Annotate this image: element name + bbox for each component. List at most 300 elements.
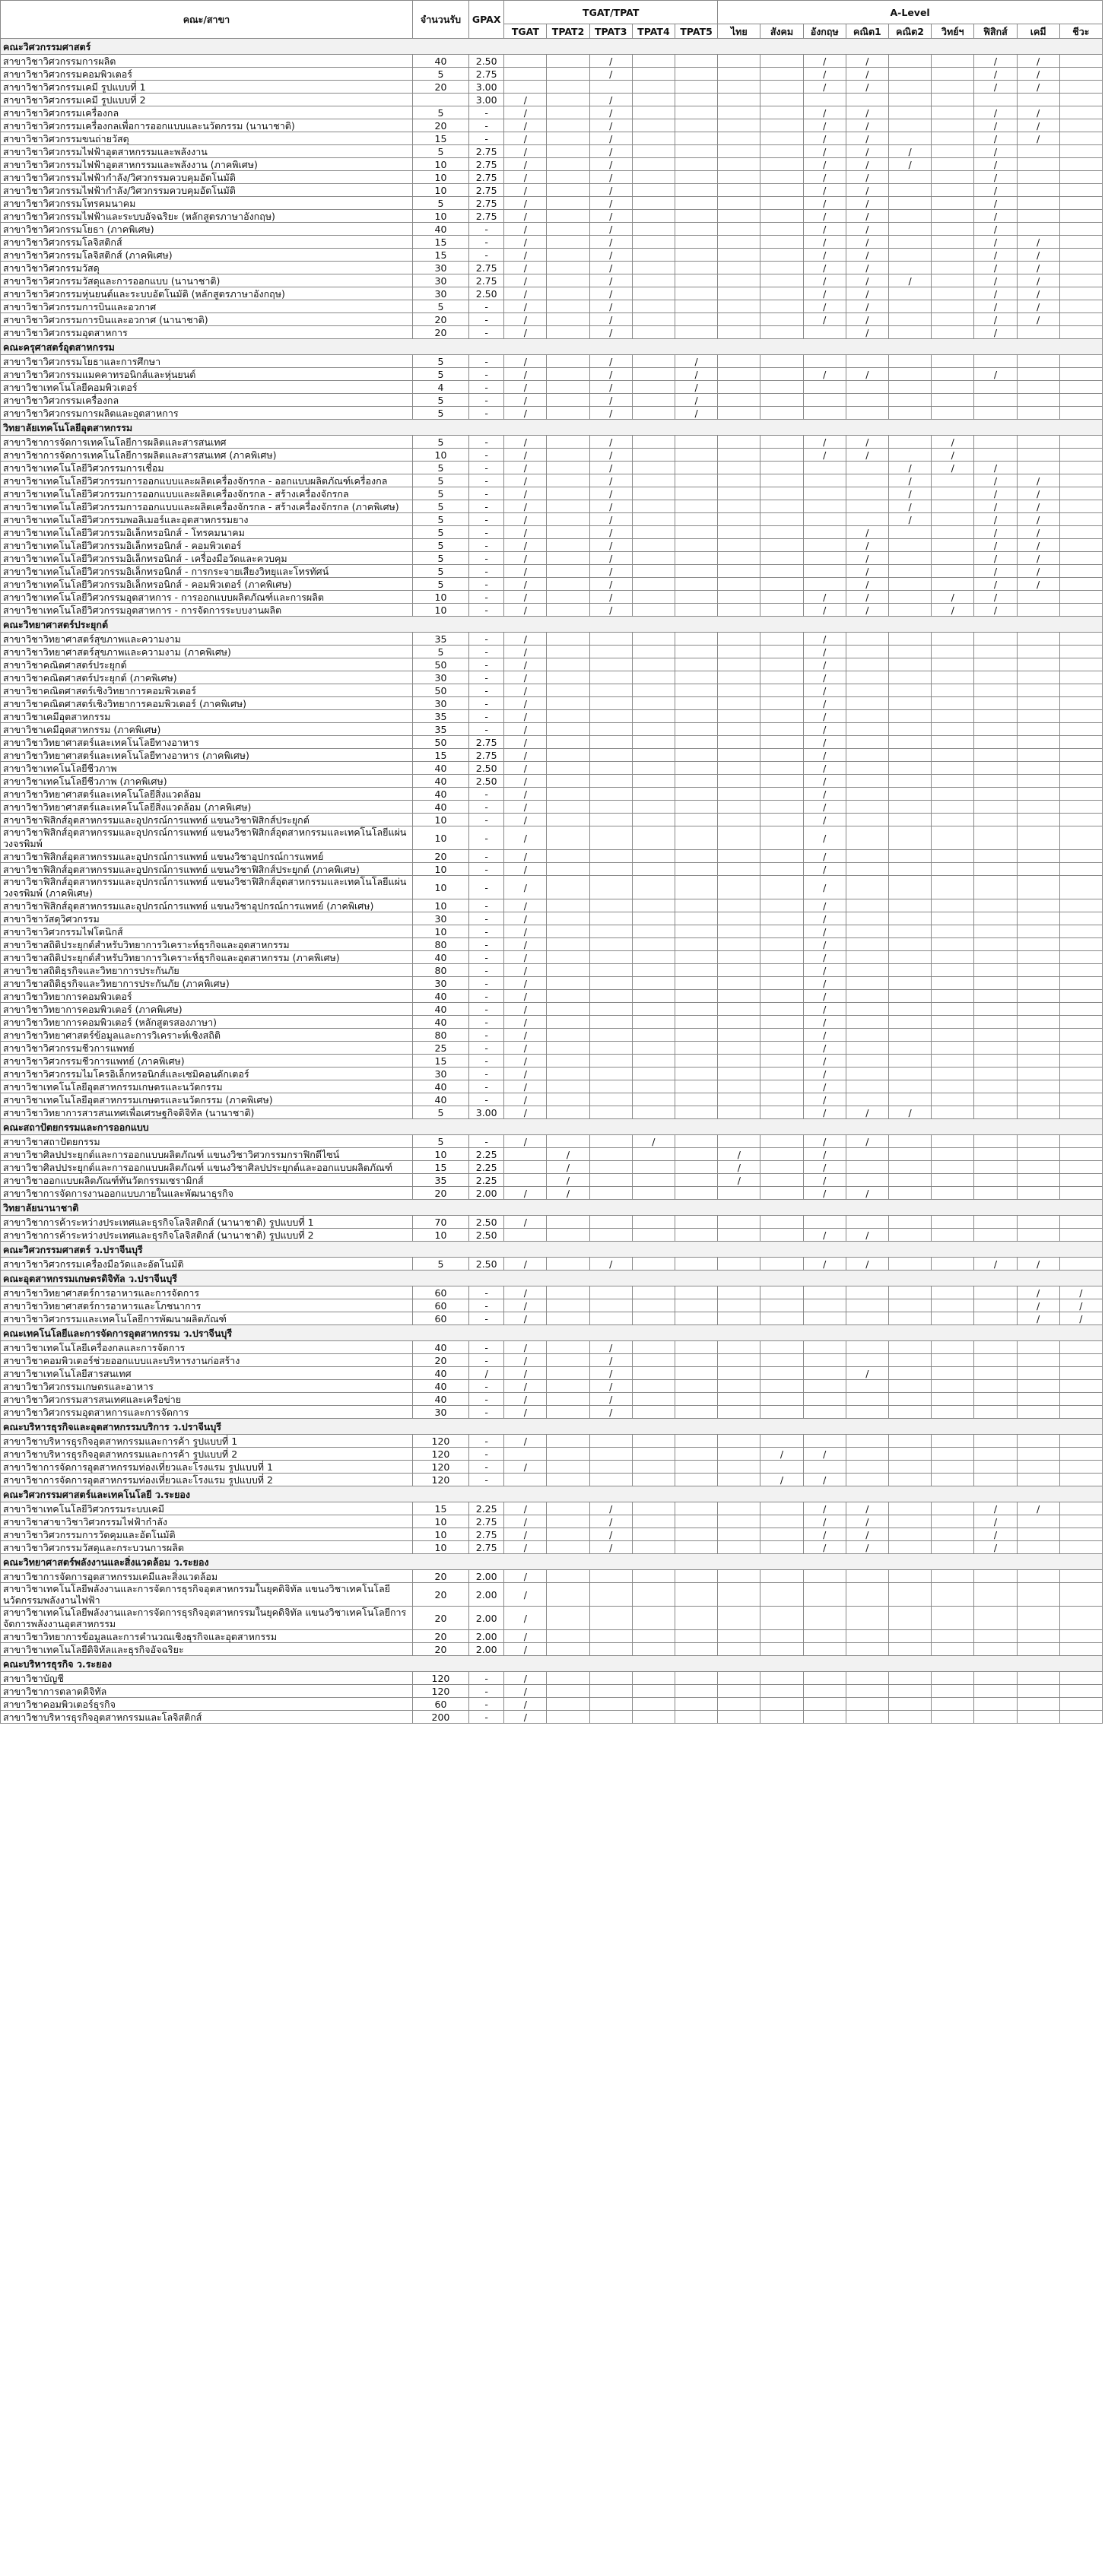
requirement-mark [974, 1229, 1017, 1242]
requirement-mark [547, 1630, 589, 1643]
requirement-mark [974, 1685, 1017, 1698]
requirement-mark [1059, 1042, 1102, 1055]
requirement-mark [1017, 749, 1059, 762]
requirement-mark [718, 526, 760, 539]
requirement-mark: / [589, 500, 632, 513]
table-row [1, 1474, 1103, 1486]
requirement-mark [1059, 1607, 1102, 1630]
requirement-mark [760, 1093, 803, 1106]
requirement-mark [1059, 1672, 1102, 1685]
requirement-mark: / [675, 355, 718, 368]
requirement-mark: / [504, 1286, 547, 1299]
requirement-mark [547, 604, 589, 617]
table-row [1, 1080, 1103, 1093]
requirement-mark [632, 826, 675, 850]
requirement-mark [675, 158, 718, 171]
requirement-mark [1059, 1435, 1102, 1448]
table-row [1, 236, 1103, 249]
requirement-mark [675, 1528, 718, 1541]
program-name: สาขาวิชาวิศวกรรมโยธา (ภาคพิเศษ) [1, 223, 413, 236]
requirement-mark [675, 106, 718, 119]
gpax-value: - [469, 500, 504, 513]
requirement-mark [589, 736, 632, 749]
requirement-mark [1059, 788, 1102, 801]
gpax-value: - [469, 300, 504, 313]
requirement-mark [888, 1286, 931, 1299]
requirement-mark [547, 1393, 589, 1406]
faculty-title: วิทยาลัยนานาชาติ [1, 1200, 1103, 1216]
seats-value: 5 [412, 513, 468, 526]
requirement-mark [974, 1341, 1017, 1354]
requirement-mark [760, 1711, 803, 1724]
requirement-mark [632, 1672, 675, 1685]
requirement-mark [1059, 671, 1102, 684]
requirement-mark: / [504, 1312, 547, 1325]
requirement-mark: / [504, 326, 547, 339]
table-row [1, 775, 1103, 788]
requirement-mark [632, 326, 675, 339]
requirement-mark [1017, 394, 1059, 407]
faculty-title: วิทยาลัยเทคโนโลยีอุตสาหกรรม [1, 420, 1103, 436]
requirement-mark [718, 1299, 760, 1312]
seats-value: 10 [412, 925, 468, 938]
requirement-mark [932, 762, 974, 775]
table-row [1, 1174, 1103, 1187]
requirement-mark [760, 1029, 803, 1042]
requirement-mark: / [504, 1685, 547, 1698]
requirement-mark [760, 646, 803, 658]
gpax-value: - [469, 436, 504, 449]
requirement-mark: / [803, 236, 846, 249]
requirement-mark [1059, 1393, 1102, 1406]
requirement-mark [932, 407, 974, 420]
table-row [1, 977, 1103, 990]
requirement-mark [760, 604, 803, 617]
requirement-mark: / [504, 1080, 547, 1093]
program-name: สาขาวิชาวิทยาศาสตร์และเทคโนโลยีสิ่งแวดล้อม (ภาคพิเศษ) [1, 801, 413, 814]
requirement-mark [888, 1380, 931, 1393]
requirement-mark [632, 1698, 675, 1711]
requirement-mark [803, 462, 846, 474]
requirement-mark: / [589, 487, 632, 500]
program-name: สาขาวิชาเทคโนโลยีวิศวกรรมอุตสาหการ - การจัดการระบบงานผลิต [1, 604, 413, 617]
requirement-mark: / [974, 487, 1017, 500]
requirement-mark [1059, 1216, 1102, 1229]
requirement-mark [1017, 723, 1059, 736]
requirement-mark: / [846, 119, 888, 132]
requirement-mark [760, 938, 803, 951]
requirement-mark [632, 1229, 675, 1242]
gpax-value: - [469, 801, 504, 814]
requirement-mark: / [803, 106, 846, 119]
requirement-mark [760, 236, 803, 249]
requirement-mark: / [504, 951, 547, 964]
program-name: สาขาวิชาวิศวกรรมเคมี รูปแบบที่ 2 [1, 94, 413, 106]
requirement-mark [1059, 1174, 1102, 1187]
requirement-mark [888, 646, 931, 658]
requirement-mark: / [803, 287, 846, 300]
requirement-mark [547, 925, 589, 938]
table-row [1, 925, 1103, 938]
requirement-mark [632, 1016, 675, 1029]
requirement-mark [760, 1406, 803, 1419]
seats-value: 5 [412, 539, 468, 552]
requirement-mark: / [1059, 1312, 1102, 1325]
requirement-mark [1017, 1448, 1059, 1461]
requirement-mark [632, 1570, 675, 1583]
requirement-mark [888, 1187, 931, 1200]
requirement-mark: / [803, 964, 846, 977]
requirement-mark [932, 1016, 974, 1029]
seats-value: 10 [412, 1229, 468, 1242]
requirement-mark [718, 1541, 760, 1554]
requirement-mark [932, 1055, 974, 1068]
requirement-mark: / [1059, 1286, 1102, 1299]
requirement-mark [547, 355, 589, 368]
requirement-mark [589, 1461, 632, 1474]
requirement-mark [675, 1042, 718, 1055]
requirement-mark: / [974, 526, 1017, 539]
requirement-mark [1059, 710, 1102, 723]
requirement-mark [760, 1216, 803, 1229]
requirement-mark [547, 736, 589, 749]
requirement-mark [547, 1312, 589, 1325]
requirement-mark [888, 407, 931, 420]
requirement-mark [632, 119, 675, 132]
requirement-mark: / [974, 184, 1017, 197]
requirement-mark [932, 801, 974, 814]
requirement-mark: / [504, 990, 547, 1003]
requirement-mark [718, 814, 760, 826]
requirement-mark [718, 826, 760, 850]
gpax-value: - [469, 684, 504, 697]
requirement-mark [675, 1607, 718, 1630]
requirement-mark [760, 1570, 803, 1583]
requirement-mark: / [632, 1135, 675, 1148]
requirement-mark [846, 1068, 888, 1080]
requirement-mark [675, 513, 718, 526]
requirement-mark: / [504, 1406, 547, 1419]
requirement-mark [632, 474, 675, 487]
program-name: สาขาวิชาวิศวกรรมแมคคาทรอนิกส์และหุ่นยนต์ [1, 368, 413, 381]
program-name: สาขาวิชาวิทยาศาสตร์และเทคโนโลยีสิ่งแวดล้อม [1, 788, 413, 801]
requirement-mark [718, 197, 760, 210]
program-name: สาขาวิชาการจัดการอุตสาหกรรมเคมีและสิ่งแวดล้อม [1, 1570, 413, 1583]
requirement-mark: / [974, 552, 1017, 565]
requirement-mark: / [803, 81, 846, 94]
requirement-mark [1059, 826, 1102, 850]
requirement-mark [974, 646, 1017, 658]
gpax-value: - [469, 646, 504, 658]
requirement-mark [547, 394, 589, 407]
requirement-mark [632, 81, 675, 94]
requirement-mark: / [504, 775, 547, 788]
requirement-mark [846, 462, 888, 474]
requirement-mark [974, 1187, 1017, 1200]
requirement-mark: / [803, 604, 846, 617]
requirement-mark [888, 1216, 931, 1229]
program-name: สาขาวิชาฟิสิกส์อุตสาหกรรมและอุปกรณ์การแพทย์ แขนงวิชาอุปกรณ์การแพทย์ [1, 850, 413, 863]
requirement-mark [632, 578, 675, 591]
requirement-mark [932, 964, 974, 977]
requirement-mark [547, 1607, 589, 1630]
requirement-mark [974, 814, 1017, 826]
requirement-mark [632, 1541, 675, 1554]
requirement-mark [547, 55, 589, 68]
requirement-mark [718, 951, 760, 964]
requirement-mark [932, 1341, 974, 1354]
requirement-mark [1059, 68, 1102, 81]
requirement-mark [1017, 710, 1059, 723]
faculty-section-row [1, 339, 1103, 355]
requirement-mark: / [803, 449, 846, 462]
requirement-mark [932, 1474, 974, 1486]
requirement-mark [846, 1080, 888, 1093]
requirement-mark: / [803, 1016, 846, 1029]
requirement-mark [846, 1380, 888, 1393]
requirement-mark [932, 1528, 974, 1541]
requirement-mark [888, 658, 931, 671]
gpax-value: 2.75 [469, 145, 504, 158]
program-name: สาขาวิชาวิศวกรรมอุตสาหการและการจัดการ [1, 1406, 413, 1419]
seats-value: 20 [412, 119, 468, 132]
requirement-mark [846, 1003, 888, 1016]
requirement-mark [1017, 762, 1059, 775]
requirement-mark [888, 1258, 931, 1271]
requirement-mark [589, 633, 632, 646]
requirement-mark [1059, 381, 1102, 394]
requirement-mark: / [1017, 565, 1059, 578]
requirement-mark [760, 1643, 803, 1656]
requirement-mark [760, 977, 803, 990]
table-row [1, 119, 1103, 132]
requirement-mark [760, 990, 803, 1003]
requirement-mark [760, 1630, 803, 1643]
requirement-mark [632, 210, 675, 223]
seats-value: 15 [412, 1502, 468, 1515]
requirement-mark: / [504, 710, 547, 723]
seats-value: 20 [412, 850, 468, 863]
gpax-value: - [469, 1698, 504, 1711]
requirement-mark: / [1017, 1286, 1059, 1299]
faculty-section-row [1, 1325, 1103, 1341]
requirement-mark [846, 814, 888, 826]
requirement-mark: / [504, 1541, 547, 1554]
requirement-mark [1017, 449, 1059, 462]
requirement-mark: / [974, 326, 1017, 339]
requirement-mark [547, 106, 589, 119]
requirement-mark: / [974, 197, 1017, 210]
gpax-value: - [469, 1286, 504, 1299]
requirement-mark [1059, 1080, 1102, 1093]
requirement-mark [932, 1685, 974, 1698]
table-row [1, 1286, 1103, 1299]
seats-value: 10 [412, 863, 468, 876]
requirement-mark [1059, 990, 1102, 1003]
seats-value: 5 [412, 197, 468, 210]
requirement-mark [932, 1080, 974, 1093]
gpax-value: 3.00 [469, 94, 504, 106]
requirement-mark: / [760, 1448, 803, 1461]
requirement-mark: / [888, 462, 931, 474]
requirement-mark: / [504, 1630, 547, 1643]
requirement-mark [675, 1367, 718, 1380]
requirement-mark [1059, 925, 1102, 938]
requirement-mark [504, 55, 547, 68]
requirement-mark [589, 762, 632, 775]
gpax-value: 2.75 [469, 1515, 504, 1528]
requirement-mark [718, 94, 760, 106]
seats-value: 5 [412, 462, 468, 474]
gpax-value: 2.75 [469, 171, 504, 184]
requirement-mark [632, 736, 675, 749]
requirement-mark [932, 355, 974, 368]
requirement-mark: / [504, 578, 547, 591]
program-name: สาขาวิชาวิศวกรรมคอมพิวเตอร์ [1, 68, 413, 81]
gpax-value: - [469, 449, 504, 462]
requirement-mark: / [504, 899, 547, 912]
requirement-mark [1059, 951, 1102, 964]
requirement-mark [547, 1080, 589, 1093]
requirement-mark [888, 300, 931, 313]
requirement-mark [589, 1643, 632, 1656]
requirement-mark: / [803, 262, 846, 274]
requirement-mark [760, 801, 803, 814]
requirement-mark [547, 436, 589, 449]
requirement-mark [932, 1216, 974, 1229]
requirement-mark [632, 171, 675, 184]
requirement-mark [547, 1435, 589, 1448]
requirement-mark [632, 1312, 675, 1325]
requirement-mark: / [803, 633, 846, 646]
requirement-mark [760, 876, 803, 899]
requirement-mark [718, 368, 760, 381]
requirement-mark [632, 236, 675, 249]
table-row [1, 132, 1103, 145]
requirement-mark [1017, 326, 1059, 339]
seats-value: 35 [412, 723, 468, 736]
seats-value: 120 [412, 1461, 468, 1474]
requirement-mark: / [974, 287, 1017, 300]
requirement-mark [675, 552, 718, 565]
requirement-mark [803, 1216, 846, 1229]
requirement-mark [632, 145, 675, 158]
requirement-mark [589, 990, 632, 1003]
table-row [1, 94, 1103, 106]
requirement-mark: / [974, 249, 1017, 262]
requirement-mark [675, 1106, 718, 1119]
requirement-mark [888, 633, 931, 646]
requirement-mark [974, 1474, 1017, 1486]
requirement-mark [1059, 1106, 1102, 1119]
requirement-mark [932, 697, 974, 710]
program-name: สาขาวิชาเคมีอุตสาหกรรม (ภาคพิเศษ) [1, 723, 413, 736]
requirement-mark [718, 925, 760, 938]
requirement-mark [589, 684, 632, 697]
requirement-mark [1059, 500, 1102, 513]
requirement-mark [675, 145, 718, 158]
requirement-mark [760, 368, 803, 381]
requirement-mark [675, 1630, 718, 1643]
requirement-mark: / [846, 1106, 888, 1119]
program-name: สาขาวิชาวิทยาการคอมพิวเตอร์ (หลักสูตรสองภาษา) [1, 1016, 413, 1029]
requirement-mark: / [589, 449, 632, 462]
requirement-mark [1059, 1698, 1102, 1711]
requirement-mark: / [846, 1258, 888, 1271]
requirement-mark [718, 145, 760, 158]
table-row [1, 899, 1103, 912]
table-row [1, 1515, 1103, 1528]
requirement-mark [803, 513, 846, 526]
requirement-mark [760, 171, 803, 184]
requirement-mark: / [974, 462, 1017, 474]
gpax-value: - [469, 552, 504, 565]
requirement-mark [974, 749, 1017, 762]
seats-value: 15 [412, 249, 468, 262]
requirement-mark [547, 1711, 589, 1724]
requirement-mark [632, 513, 675, 526]
requirement-mark [589, 850, 632, 863]
gpax-value: - [469, 591, 504, 604]
gpax-value: 2.75 [469, 1528, 504, 1541]
table-row [1, 552, 1103, 565]
requirement-mark [718, 1570, 760, 1583]
requirement-mark: / [846, 578, 888, 591]
requirement-mark [547, 814, 589, 826]
requirement-mark [547, 762, 589, 775]
requirement-mark [888, 876, 931, 899]
requirement-mark [632, 197, 675, 210]
requirement-mark: / [504, 197, 547, 210]
requirement-mark [589, 977, 632, 990]
requirement-mark: / [504, 236, 547, 249]
requirement-mark [974, 1093, 1017, 1106]
requirement-mark [718, 1515, 760, 1528]
requirement-mark: / [504, 552, 547, 565]
requirement-mark [760, 55, 803, 68]
gpax-value: - [469, 1448, 504, 1461]
requirement-mark [1017, 1055, 1059, 1068]
requirement-mark [547, 990, 589, 1003]
requirement-mark [760, 381, 803, 394]
requirement-mark [718, 1029, 760, 1042]
requirement-mark: / [846, 1502, 888, 1515]
table-row [1, 964, 1103, 977]
requirement-mark [974, 1607, 1017, 1630]
requirement-mark: / [846, 249, 888, 262]
requirement-mark: / [803, 646, 846, 658]
requirement-mark [760, 912, 803, 925]
requirement-mark: / [589, 313, 632, 326]
requirement-mark: / [932, 462, 974, 474]
requirement-mark [974, 436, 1017, 449]
requirement-mark: / [589, 604, 632, 617]
requirement-mark [932, 1570, 974, 1583]
requirement-mark: / [504, 863, 547, 876]
requirement-mark [760, 565, 803, 578]
program-name: สาขาวิชาสาขาวิชาวิศวกรรมไฟฟ้ากำลัง [1, 1515, 413, 1528]
requirement-mark [974, 355, 1017, 368]
requirement-mark: / [803, 977, 846, 990]
requirement-mark [675, 876, 718, 899]
requirement-mark [718, 964, 760, 977]
requirement-mark [760, 326, 803, 339]
program-name: สาขาวิชาการจัดการอุตสาหกรรมท่องเที่ยวและโรงแรม รูปแบบที่ 1 [1, 1461, 413, 1474]
requirement-mark: / [589, 106, 632, 119]
gpax-value: - [469, 658, 504, 671]
requirement-mark [1017, 158, 1059, 171]
faculty-section-row [1, 1656, 1103, 1672]
